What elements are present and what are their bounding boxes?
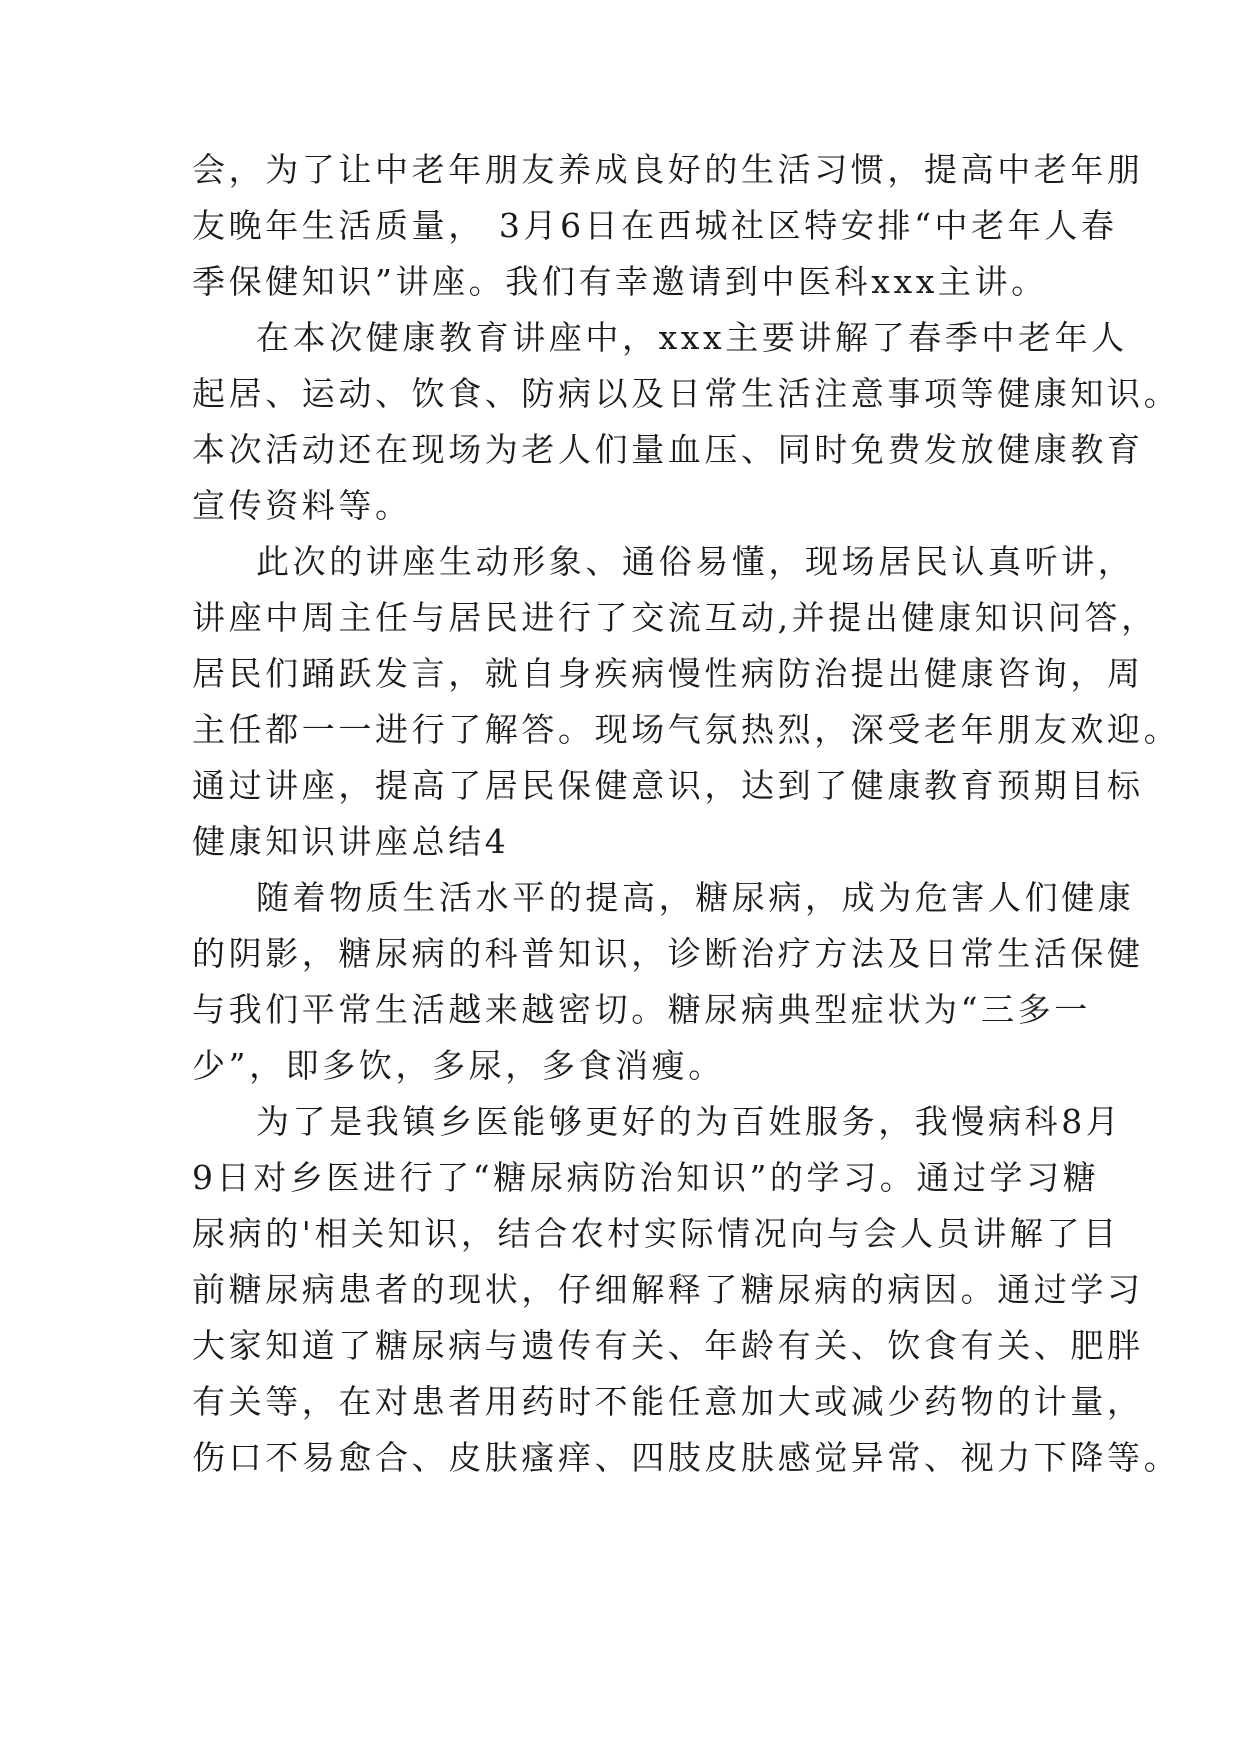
text-line: 居民们踊跃发言，就自身疾病慢性病防治提出健康咨询，周 xyxy=(192,654,1144,693)
text-line: 少”，即多饮，多尿，多食消瘦。 xyxy=(192,1046,725,1085)
text-line: 大家知道了糖尿病与遗传有关、年龄有关、饮食有关、肥胖 xyxy=(192,1326,1144,1365)
text-line: 伤口不易愈合、皮肤瘙痒、四肢皮肤感觉异常、视力下降等。 xyxy=(192,1438,1181,1477)
text-line: 尿病的'相关知识，结合农村实际情况向与会人员讲解了目 xyxy=(192,1214,1120,1253)
text-line: 9日对乡医进行了“糖尿病防治知识”的学习。通过学习糖 xyxy=(192,1158,1100,1197)
text-line: 有关等，在对患者用药时不能任意加大或减少药物的计量， xyxy=(192,1382,1144,1421)
text-line: 通过讲座，提高了居民保健意识，达到了健康教育预期目标 xyxy=(192,766,1144,805)
text-line: 季保健知识”讲座。我们有幸邀请到中医科xxx主讲。 xyxy=(192,262,1048,301)
text-line: 宣传资料等。 xyxy=(192,486,412,525)
text-line: 会，为了让中老年朋友养成良好的生活习惯，提高中老年朋 xyxy=(192,150,1144,189)
text-line: 本次活动还在现场为老人们量血压、同时免费发放健康教育 xyxy=(192,430,1144,469)
text-line: 的阴影，糖尿病的科普知识，诊断治疗方法及日常生活保健 xyxy=(192,934,1144,973)
text-line: 友晚年生活质量， 3月6日在西城社区特安排“中老年人春 xyxy=(192,206,1118,245)
text-line: 与我们平常生活越来越密切。糖尿病典型症状为“三多一 xyxy=(192,990,1091,1029)
paragraph-start-line: 随着物质生活水平的提高，糖尿病，成为危害人们健康 xyxy=(256,878,1135,917)
text-line: 主任都一一进行了解答。现场气氛热烈，深受老年朋友欢迎。 xyxy=(192,710,1181,749)
text-line: 前糖尿病患者的现状，仔细解释了糖尿病的病因。通过学习 xyxy=(192,1270,1144,1309)
text-line: 讲座中周主任与居民进行了交流互动,并提出健康知识问答， xyxy=(192,598,1158,637)
section-heading: 健康知识讲座总结4 xyxy=(192,822,510,861)
paragraph-start-line: 为了是我镇乡医能够更好的为百姓服务，我慢病科8月 xyxy=(256,1102,1123,1141)
text-line: 起居、运动、饮食、防病以及日常生活注意事项等健康知识。 xyxy=(192,374,1181,413)
paragraph-start-line: 此次的讲座生动形象、通俗易懂，现场居民认真听讲， xyxy=(256,542,1135,581)
paragraph-start-line: 在本次健康教育讲座中，xxx主要讲解了春季中老年人 xyxy=(256,318,1128,357)
